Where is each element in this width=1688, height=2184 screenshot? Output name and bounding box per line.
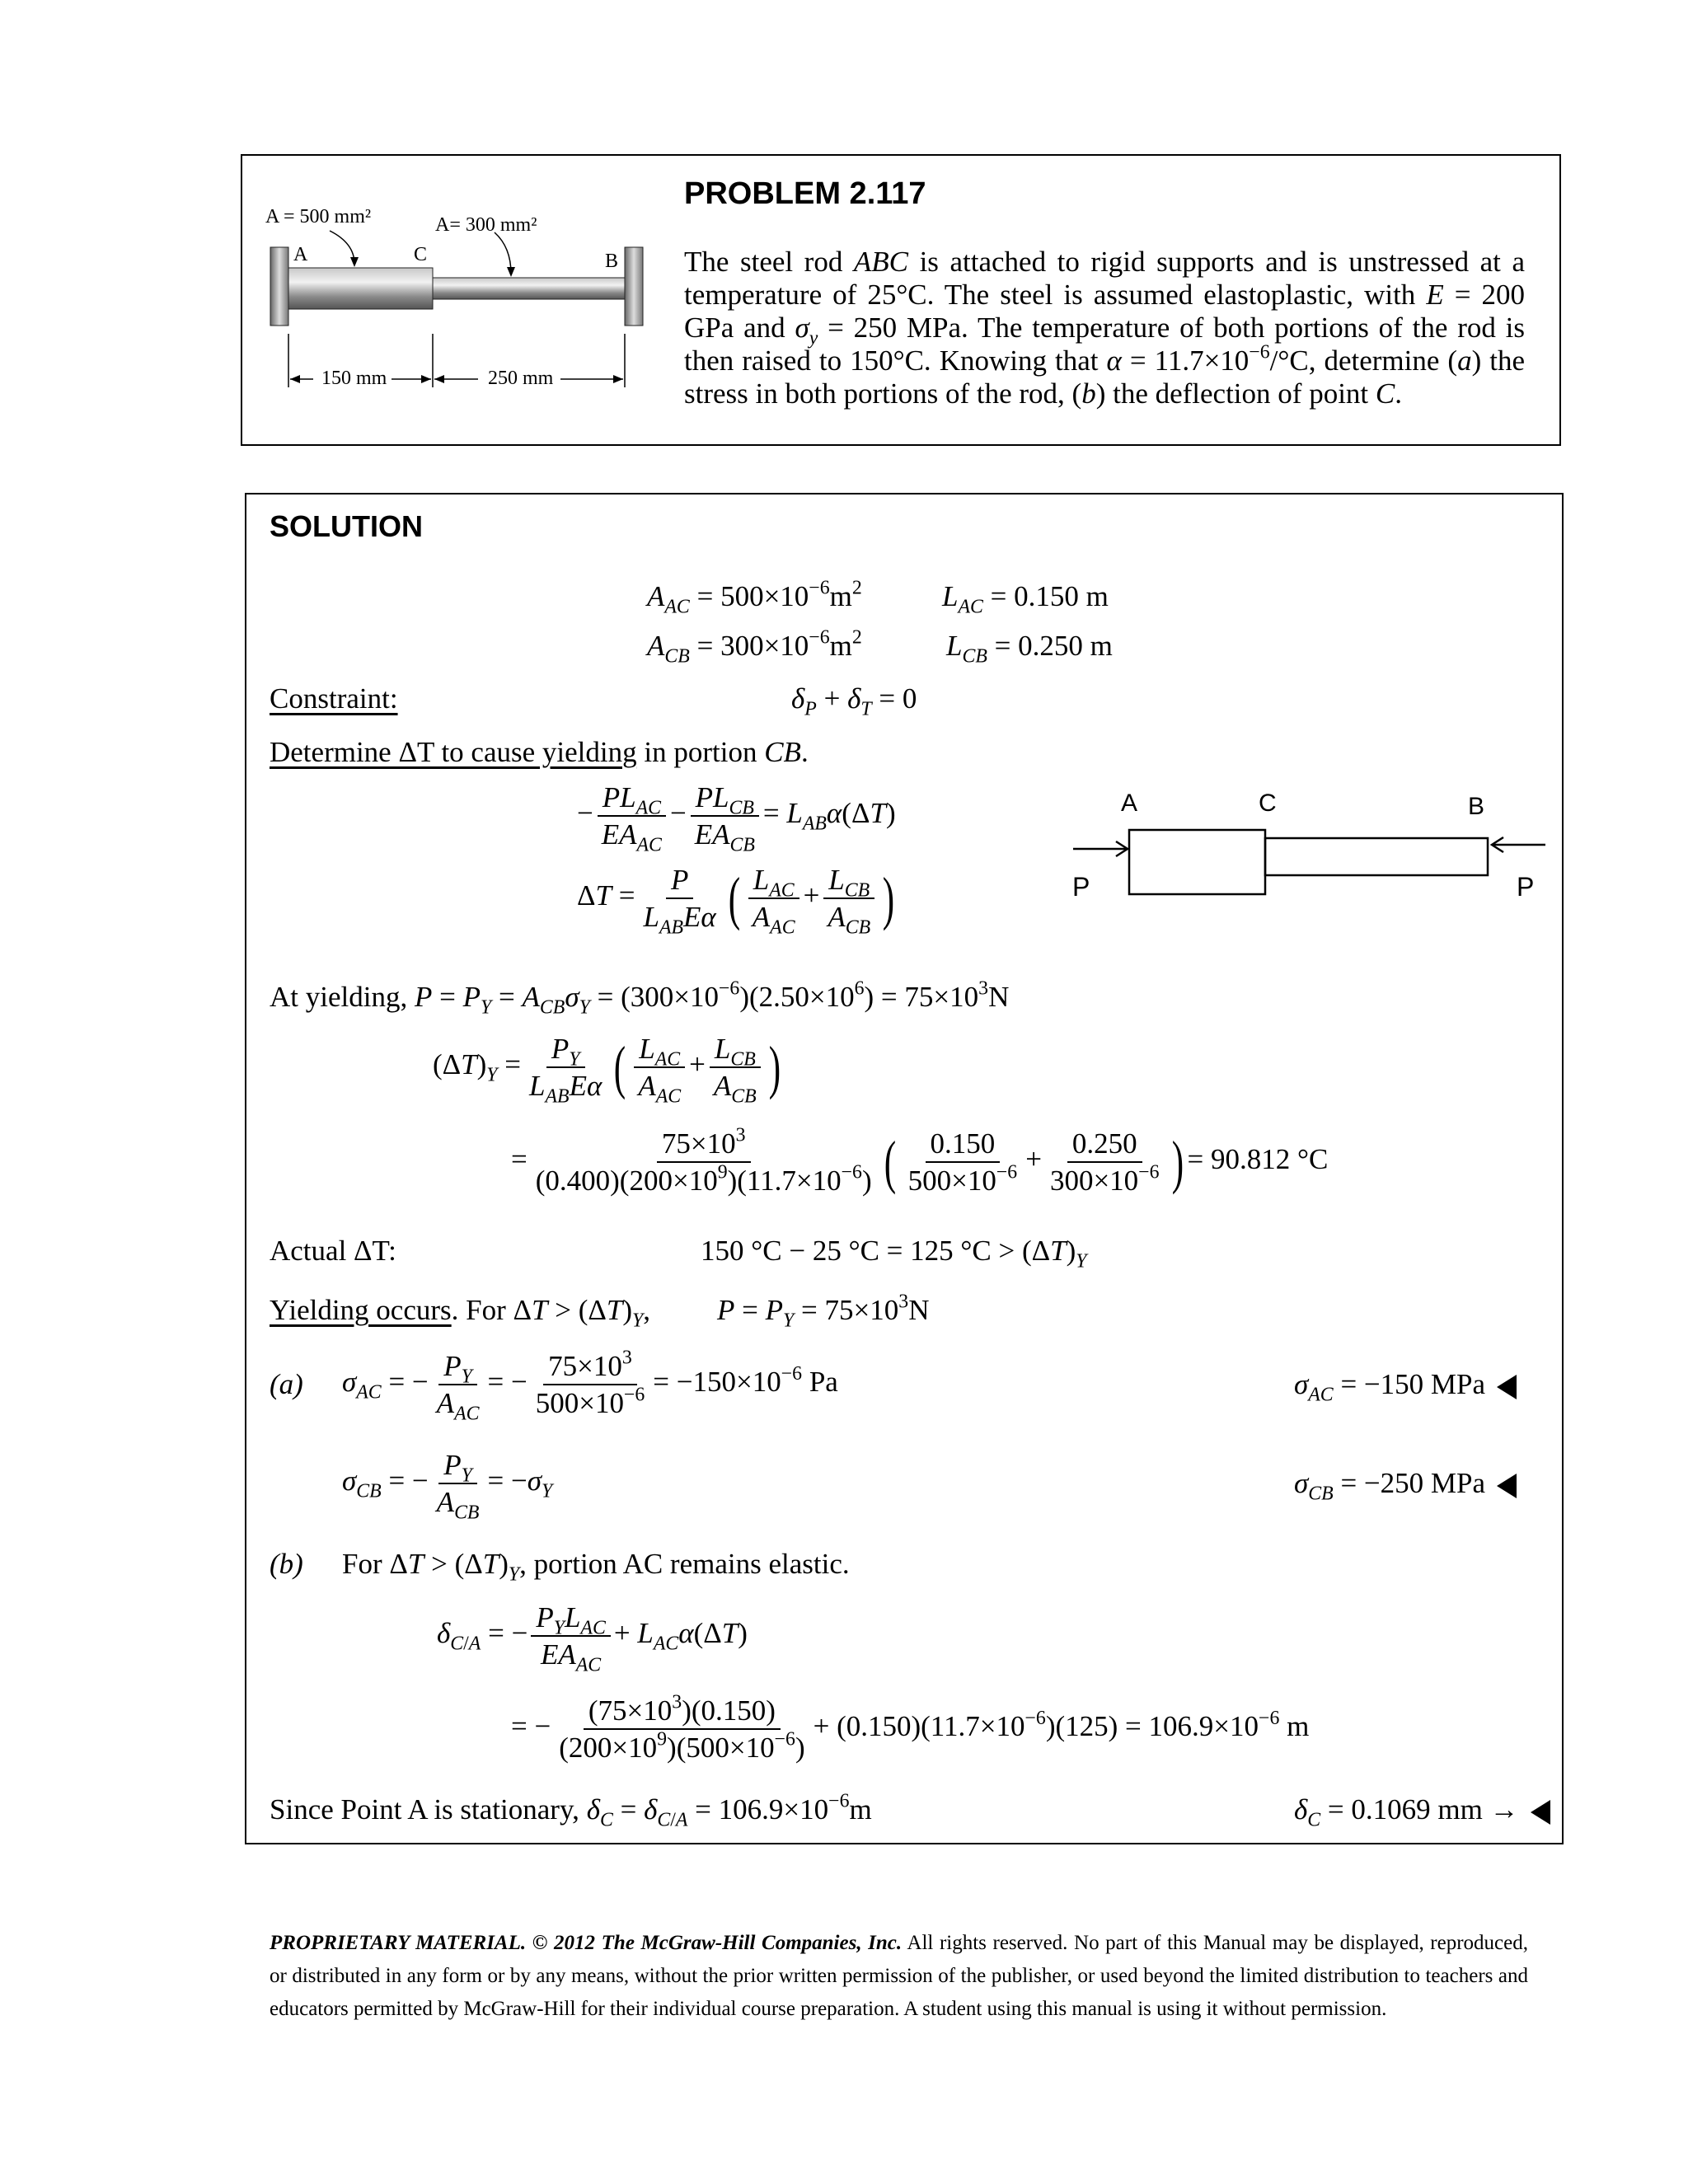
yielding-occurs-line: Yielding occurs. For $\Delta T > (\Delta T)_Y$, [270,1294,651,1332]
determine-line: Determine ΔT to cause yielding in portion CB. [270,736,809,768]
actual-dt-label: Actual ΔT: [270,1235,396,1267]
answer-sigma-ac: $\sigma_{AC} = -150$ MPa [1294,1370,1517,1399]
answer-sigma-cb: $\sigma_{CB} = -250$ MPa [1294,1469,1517,1498]
sketch-section-ac [1129,830,1265,894]
figure-area-ac-label: A = 500 mm² [265,206,372,227]
part-b-text: For $\Delta T > (\Delta T)_Y$, portion AC remains elastic. [342,1548,850,1586]
figure-label-c: C [414,244,428,265]
part-b-label: (b) [270,1548,303,1580]
figure-len-ac: 150 mm [321,368,387,389]
sketch-label-b: B [1468,793,1485,820]
eq-delta-ca-numeric: = − $\frac{(75\times 10^3)(0.150)}{(200\times 10^9)(500\times 10^{-6})}$ + $(0.150)(11.7\times 10^{-6})(125) = 106.9\times 10^{-6}$ m [511,1691,1310,1764]
sketch-label-a: A [1121,790,1138,817]
answer-marker-icon [1497,1474,1517,1498]
solution-title: SOLUTION [270,509,423,543]
figure-area-cb-label: A= 300 mm² [435,214,537,236]
eq-actual-dt: 150 °C − 25 °C = 125 $^\circ C > (\Delta T)_Y$ [701,1235,1087,1272]
constraint-label: Constraint: [270,682,398,715]
eq-l-cb: $L_{CB} = 0.250$ m [946,630,1113,668]
eq-delta-ca: $\delta_{C/A}$ = − $\frac{P_YL_{AC}}{EA_{AC}}$ + $L_{AC}\alpha(\Delta T)$ [437,1601,748,1676]
eq-at-yielding: At yielding, $P = P_Y = A_{CB}\sigma_Y = (300\times 10^{-6})(2.50\times 10^6) = 75\times 10^3N$ [270,977,1010,1019]
eq-constraint: $\delta_P + \delta_T = 0$ [791,682,917,720]
figure-label-a: A [293,244,308,265]
problem-title: PROBLEM 2.117 [684,176,926,211]
part-a-label: (a) [270,1368,303,1400]
eq-a-cb: $A_{CB} = 300\times 10^{-6}m^2$ [647,626,862,668]
rod-section-ac [288,268,433,309]
sketch-section-cb [1265,838,1488,875]
answer-delta-c: $\delta_C = 0.1069$ mm → [1294,1795,1550,1825]
footer-copyright: PROPRIETARY MATERIAL. © 2012 The McGraw-Hill Companies, Inc. All rights reserved. No part of this Manual may be displayed, reproduced, or distributed in any form or by any means, without the prior written permission of the publisher, or used beyond the limited distribution to teachers and educators permitted by McGraw-Hill for their individual course preparation. A student using this manual is using it without permission. [270,1932,1528,2020]
right-support [625,247,643,326]
left-support [270,247,288,326]
sketch-label-p-right: P [1517,872,1535,902]
eq-since: Since Point A is stationary, $\delta_C = \delta_{C/A} = 106.9\times 10^{-6}m$ [270,1790,872,1831]
answer-marker-icon [1497,1375,1517,1399]
sketch-label-c: C [1259,790,1277,817]
problem-statement: The steel rod ABC is attached to rigid supports and is unstressed at a temperature of 25°C. The steel is assumed elastoplastic, with E = 200 GPa and $\sigma_y = 250$ MPa. The temperature of both portions of the rod is then raised to 150°C. Knowing that $\alpha = 11.7\times 10^{-6}/^\circ C$, determine (a) the stress in both portions of the rod, (b) the deflection of point C. [684,246,1526,410]
eq-l-ac: $L_{AC} = 0.150$ m [942,580,1109,618]
eq-delta-t: ΔT = $\frac{P}{L_{AB}E\alpha}$ ( $\frac{L_{AC}}{A_{AC}}$ + $\frac{L_{CB}}{A_{CB}}$ ) [577,864,895,939]
sketch-label-p-left: P [1072,872,1090,902]
rod-section-cb [433,278,625,299]
eq-sigma-ac: $\sigma_{AC}$ = − $\frac{P_Y}{A_{AC}}$ = − $\frac{75\times 10^3}{500\times 10^{-6}}$ = $-150\times 10^{-6}$ Pa [342,1347,838,1425]
eq-sigma-cb: $\sigma_{CB}$ = − $\frac{P_Y}{A_{CB}}$ = $-\sigma_Y$ [342,1449,553,1524]
figure-label-b: B [605,251,619,272]
figure-len-cb: 250 mm [488,368,554,389]
eq-a-ac: $A_{AC} = 500\times 10^{-6}m^2$ [647,577,862,618]
eq-delta-t-y: $(\Delta T)_Y$ = $\frac{P_Y}{L_{AB}E\alpha}$ ( $\frac{L_{AC}}{A_{AC}}$ + $\frac{L_{CB}}{A_{CB}}$ ) [433,1033,781,1108]
eq-delta-t-y-numeric: = $\frac{75\times 10^3}{(0.400)(200\times 10^9)(11.7\times 10^{-6})}$ ( $\frac{0.150}{500\times 10^{-6}}$ + $\frac{0.250}{300\times 10^{-6}}$ ) = 90.812 °C [511,1124,1329,1197]
eq-compat: − $\frac{PL_{AC}}{EA_{AC}}$ − $\frac{PL_{CB}}{EA_{CB}}$ = $L_{AB}\alpha(\Delta T)$ [577,781,896,856]
answer-marker-icon [1531,1800,1550,1825]
eq-p-yield: $P = P_Y = 75\times 10^3N$ [717,1291,930,1332]
